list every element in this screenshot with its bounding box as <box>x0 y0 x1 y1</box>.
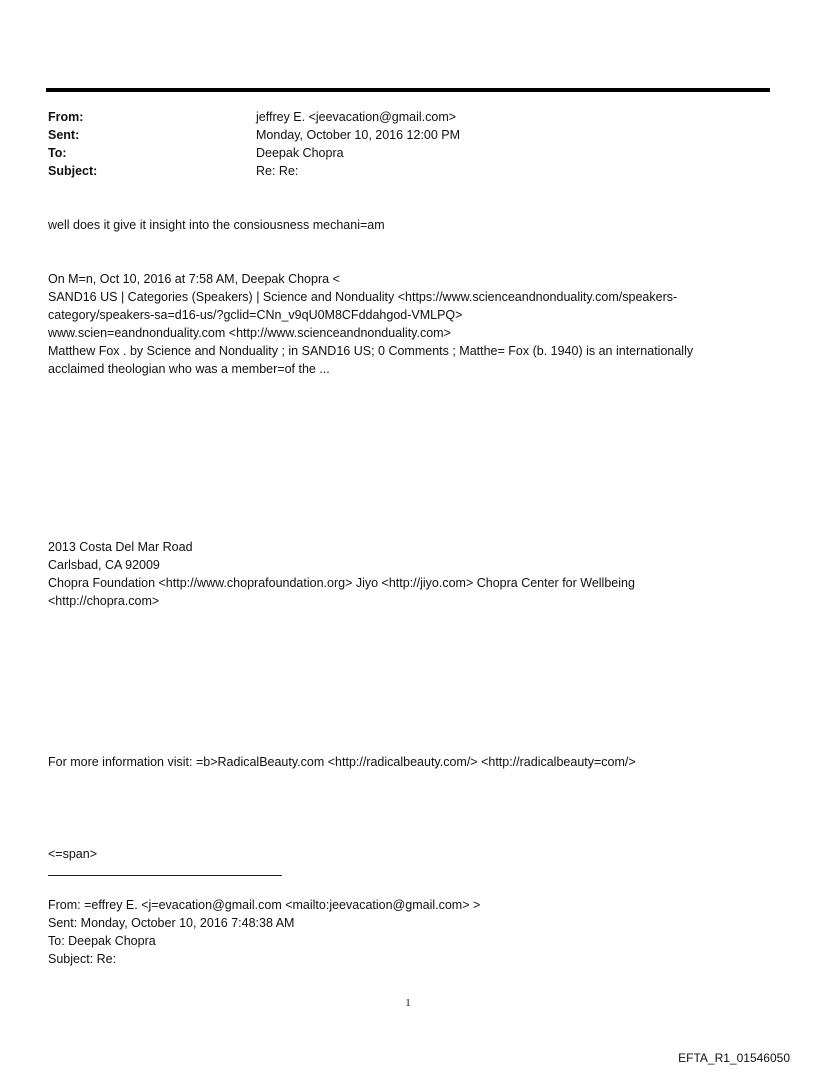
quote-line: category/speakers-sa=d16-us/?gclid=CNn_v9qU0M8CFddahgod-VMLPQ> <box>48 308 463 322</box>
prev-header-line: To: Deepak Chopra <box>48 934 156 948</box>
quote-line: acclaimed theologian who was a member=of the ... <box>48 362 330 376</box>
page-number: 1 <box>405 997 411 1009</box>
quote-line: www.scien=eandnonduality.com <http://www.scienceandnonduality.com> <box>48 326 451 340</box>
document-id: EFTA_R1_01546050 <box>678 1051 790 1065</box>
email-header <box>48 108 748 180</box>
subject-label: Subject: <box>48 164 98 178</box>
reply-line: well does it give it insight into the consiousness mechani=am <box>48 218 385 232</box>
address-line: 2013 Costa Del Mar Road <box>48 540 193 554</box>
sent-value: Monday, October 10, 2016 12:00 PM <box>256 128 461 142</box>
address-line: Carlsbad, CA 92009 <box>48 558 160 572</box>
to-label: To: <box>48 146 67 160</box>
quote-intro: On M=n, Oct 10, 2016 at 7:58 AM, Deepak Chopra < <box>48 272 340 286</box>
prev-header-line: From: =effrey E. <j=evacation@gmail.com <mailto:jeevacation@gmail.com> > <box>48 898 481 912</box>
quote-line: SAND16 US | Categories (Speakers) | Science and Nonduality <https://www.scienceandnonduality.com/speakers- <box>48 290 678 304</box>
from-label: From: <box>48 110 84 124</box>
to-value: Deepak Chopra <box>256 146 344 160</box>
from-row <box>48 108 748 126</box>
span-tag-line: <=span> <box>48 847 98 861</box>
address-line: <http://chopra.com> <box>48 594 160 608</box>
prev-header-line: Subject: Re: <box>48 952 117 966</box>
header-divider <box>46 88 770 92</box>
address-line: Chopra Foundation <http://www.choprafoundation.org> Jiyo <http://jiyo.com> Chopra Center for Wellbeing <box>48 576 635 590</box>
quote-line: Matthew Fox . by Science and Nonduality ; in SAND16 US; 0 Comments ; Matthe= Fox (b. 1940) is an internationally <box>48 344 694 358</box>
to-row <box>48 144 748 162</box>
from-value: jeffrey E. <jeevacation@gmail.com> <box>256 110 457 124</box>
sent-row <box>48 126 748 144</box>
more-info-line: For more information visit: =b>RadicalBeauty.com <http://radicalbeauty.com/> <http://radicalbeauty=com/> <box>48 755 636 769</box>
subject-value: Re: Re: <box>256 164 299 178</box>
subject-row <box>48 162 748 180</box>
prev-header-line: Sent: Monday, October 10, 2016 7:48:38 AM <box>48 916 295 930</box>
sent-label: Sent: <box>48 128 80 142</box>
quoted-message-divider <box>48 875 282 876</box>
